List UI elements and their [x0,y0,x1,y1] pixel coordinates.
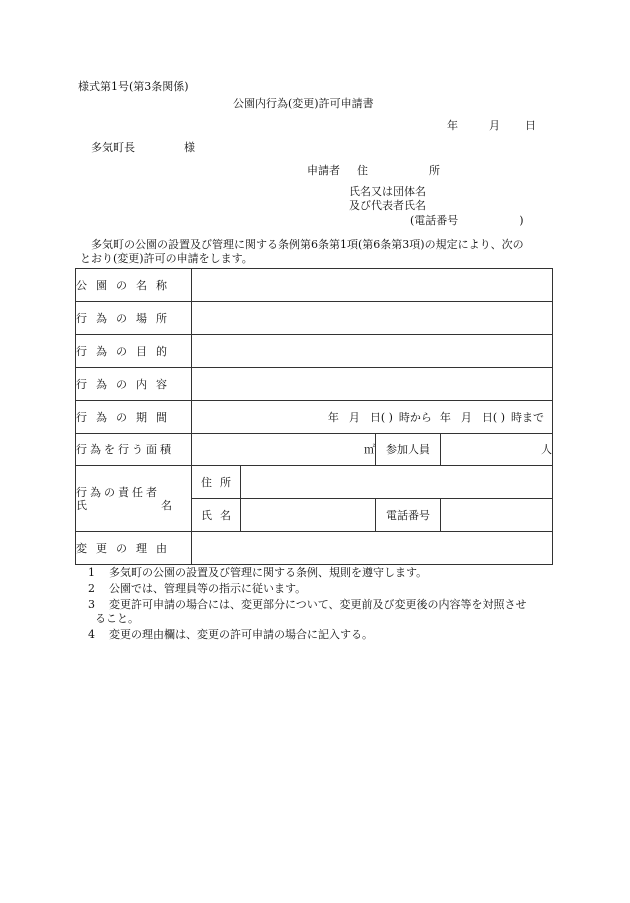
period-field[interactable]: 年 月 日( ) 時から 年 月 日( ) 時まで [192,401,553,434]
phone-label: 電話番号 [376,499,441,532]
addressee-name: 多気町長 [91,141,135,154]
row-reason [76,532,553,565]
applicant-phone [410,214,524,227]
note-3-cont: ること。 [95,612,139,625]
responsible-line1: 行 為 の 責 任 者 [76,485,157,499]
note-1: 1 多気町の公園の設置及び管理に関する条例、規則を遵守します。 [88,566,428,579]
row-area [76,434,553,466]
purpose-field[interactable] [192,335,553,368]
addressee [91,141,195,154]
period-label: 行 為 の 期 間 [76,401,192,434]
date-month: 月 [489,119,500,132]
application-table [75,268,553,565]
applicant-label: 申請者 [307,164,340,177]
place-field[interactable] [192,302,553,335]
responsible-name-field[interactable] [241,499,376,532]
applicant-address-label-2: 所 [429,164,440,177]
applicant-address-label-1: 住 [357,164,368,177]
applicant-address-line [307,164,440,177]
area-unit: ㎡ [364,443,375,456]
applicant-phone-close: ) [519,214,524,227]
note-4: 4 変更の理由欄は、変更の許可申請の場合に記入する。 [88,628,373,641]
row-content [76,368,553,401]
park-name-field[interactable] [192,269,553,302]
row-place [76,302,553,335]
intro-line2: とおり(変更)許可の申請をします。 [80,252,253,265]
reason-label: 変 更 の 理 由 [76,532,192,565]
area-field[interactable] [192,434,376,466]
purpose-label: 行 為 の 目 的 [76,335,192,368]
responsible-name-label: 氏 名 [192,499,241,532]
responsible-line2: 氏 名 [76,498,172,512]
form-number: 様式第1号(第3条関係) [78,80,189,93]
area-label: 行 為 を 行 う 面 積 [76,434,192,466]
responsible-address-field[interactable] [241,466,553,499]
park-name-label: 公 園 の 名 称 [76,269,192,302]
date-day: 日 [525,119,536,132]
applicant-name-line2: 及び代表者氏名 [349,199,426,212]
row-period [76,401,553,434]
note-3: 3 変更許可申請の場合には、変更部分について、変更前及び変更後の内容等を対照させ [88,598,527,611]
date-line [447,119,536,132]
row-responsible-address [76,466,553,499]
applicant-phone-open: (電話番号 [410,214,459,227]
place-label: 行 為 の 場 所 [76,302,192,335]
addressee-honorific: 様 [184,141,195,154]
participants-unit: 人 [541,443,552,456]
participants-field[interactable] [441,434,553,466]
page-title: 公園内行為(変更)許可申請書 [233,97,374,110]
phone-field[interactable] [441,499,553,532]
responsible-address-label: 住 所 [192,466,241,499]
responsible-label [76,466,192,532]
row-purpose [76,335,553,368]
participants-label: 参加人員 [376,434,441,466]
date-year: 年 [447,119,458,132]
content-label: 行 為 の 内 容 [76,368,192,401]
intro-line1: 多気町の公園の設置及び管理に関する条例第6条第1項(第6条第3項)の規定により、次の [91,238,524,251]
applicant-name-line1: 氏名又は団体名 [349,185,426,198]
reason-field[interactable] [192,532,553,565]
row-park-name [76,269,553,302]
content-field[interactable] [192,368,553,401]
note-2: 2 公園では、管理員等の指示に従います。 [88,582,307,595]
